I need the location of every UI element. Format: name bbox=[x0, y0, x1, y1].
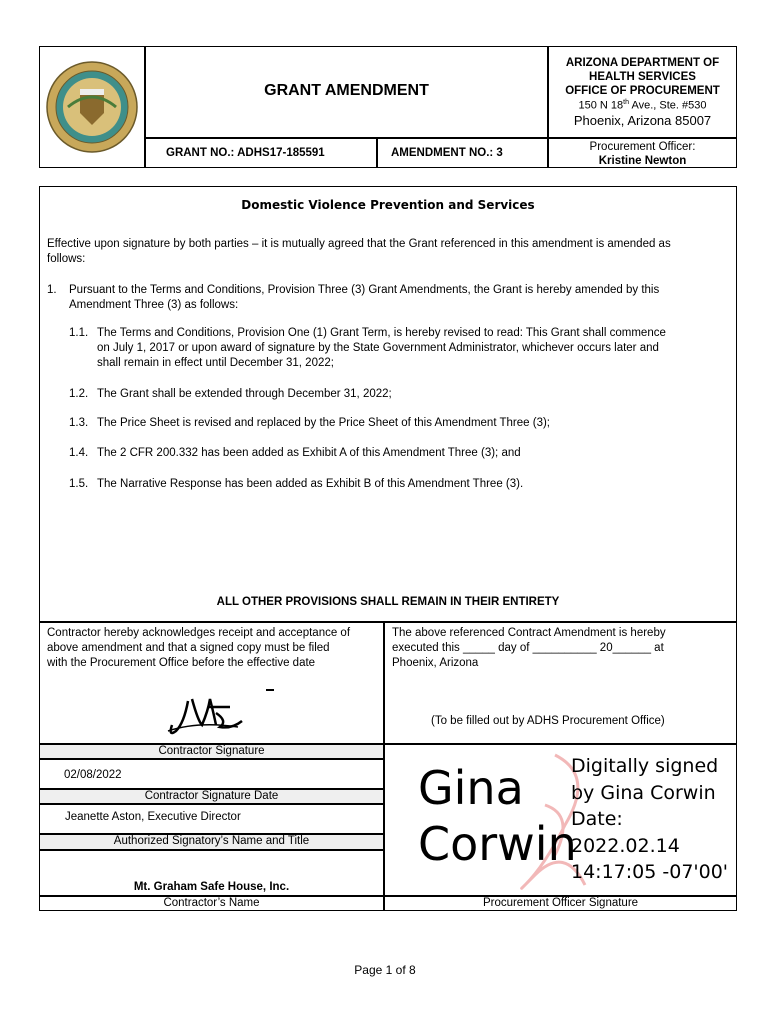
item1-number: 1. bbox=[47, 284, 57, 296]
contractor-ack-cell bbox=[39, 622, 384, 744]
department-line2: HEALTH SERVICES bbox=[589, 71, 696, 83]
execution-text: The above referenced Contract Amendment is hereby executed this _____ day of __________ 20______ at Phoenix, Arizona bbox=[392, 627, 666, 669]
department-line3: OFFICE OF PROCUREMENT bbox=[565, 85, 720, 97]
department-cell bbox=[548, 46, 737, 138]
contractor-signature-label: Contractor Signature bbox=[39, 744, 384, 759]
contractor-name: Mt. Graham Safe House, Inc. bbox=[133, 881, 290, 893]
department-address: 150 N 18th Ave., Ste. #530 bbox=[578, 99, 707, 112]
grant-no-cell bbox=[145, 138, 377, 168]
amendment-number: AMENDMENT NO.: 3 bbox=[391, 147, 503, 159]
signatory-value-cell bbox=[39, 804, 384, 834]
officer-cell bbox=[548, 138, 737, 168]
contractor-name-label: Contractor’s Name bbox=[39, 896, 384, 911]
signature-mark bbox=[266, 689, 274, 691]
filled-by-note: (To be filled out by ADHS Procurement Office) bbox=[431, 715, 665, 727]
execution-cell bbox=[384, 622, 737, 744]
seal-cell bbox=[39, 46, 145, 168]
page-number: Page 1 of 8 bbox=[354, 963, 416, 977]
officer-label: Procurement Officer: bbox=[589, 141, 696, 153]
contractor-handwritten-signature bbox=[158, 681, 248, 741]
intro-paragraph: Effective upon signature by both parties – it is mutually agreed that the Grant referenced in this amendment is amended as follows: bbox=[47, 238, 671, 265]
contractor-signature-date: 02/08/2022 bbox=[64, 769, 122, 781]
grant-number: GRANT NO.: ADHS17-185591 bbox=[166, 147, 325, 159]
contractor-name-cell bbox=[39, 850, 384, 896]
document-title: GRANT AMENDMENT bbox=[264, 82, 429, 99]
item1-text: Pursuant to the Terms and Conditions, Provision Three (3) Grant Amendments, the Grant is hereby amended by this Amendment Three (3) as follows: bbox=[69, 284, 660, 311]
remain-statement: ALL OTHER PROVISIONS SHALL REMAIN IN THEIR ENTIRETY bbox=[216, 596, 560, 608]
title-cell bbox=[145, 46, 548, 138]
authorized-signatory: Jeanette Aston, Executive Director bbox=[65, 811, 241, 823]
amendment-body: Domestic Violence Prevention and Services Effective upon signature by both parties – it is mutually agreed that the Grant referenced in this amendment is amended as follows: 1. Pursuant to the Terms and Conditions, Provision Three (3) Grant Amendments, the Grant is hereby amended by this Amendment Three (3) as follows: 1.1. The Terms and Conditions, Provision One (1) Grant Term, is hereby revised to read: This Grant shall commence on July 1, 2017 or upon award of signature by the State Government Administrator, whichever occurs later and shall remain in effect until December 31, 2022; 1.2. The Grant shall be extended through December 31, 2022; 1.3. The Price Sheet is revised and replaced by the Price Sheet of this Amendment Three (3); 1.4. The 2 CFR 200.332 has been added as Exhibit A of this Amendment Three (3); and 1.5. The Narrative Response has been added as Exhibit B of this Amendment Three (3). ALL OTHER PROVISIONS SHALL REMAIN IN THEIR ENTIRETY bbox=[39, 186, 737, 622]
date-value-cell bbox=[39, 759, 384, 789]
contractor-ack-text: Contractor hereby acknowledges receipt and acceptance of above amendment and that a signed copy must be filed with the Procurement Office before the effective date bbox=[47, 627, 351, 669]
department-line1: ARIZONA DEPARTMENT OF bbox=[565, 57, 720, 69]
digital-signature-details: Digitally signed by Gina Corwin Date: 2022.02.14 14:17:05 -07'00' bbox=[571, 755, 729, 883]
procurement-officer-signature-label: Procurement Officer Signature bbox=[384, 896, 737, 911]
signatory-label: Authorized Signatory’s Name and Title bbox=[39, 834, 384, 850]
digital-signature-cell bbox=[384, 744, 737, 896]
state-seal-logo bbox=[40, 47, 144, 167]
officer-name: Kristine Newton bbox=[598, 155, 687, 167]
amendment-no-cell bbox=[377, 138, 548, 168]
digital-signer-name: Gina Corwin bbox=[418, 761, 577, 871]
department-city: Phoenix, Arizona 85007 bbox=[573, 113, 712, 128]
contractor-date-label: Contractor Signature Date bbox=[39, 789, 384, 804]
subject-title: Domestic Violence Prevention and Services bbox=[241, 198, 535, 212]
